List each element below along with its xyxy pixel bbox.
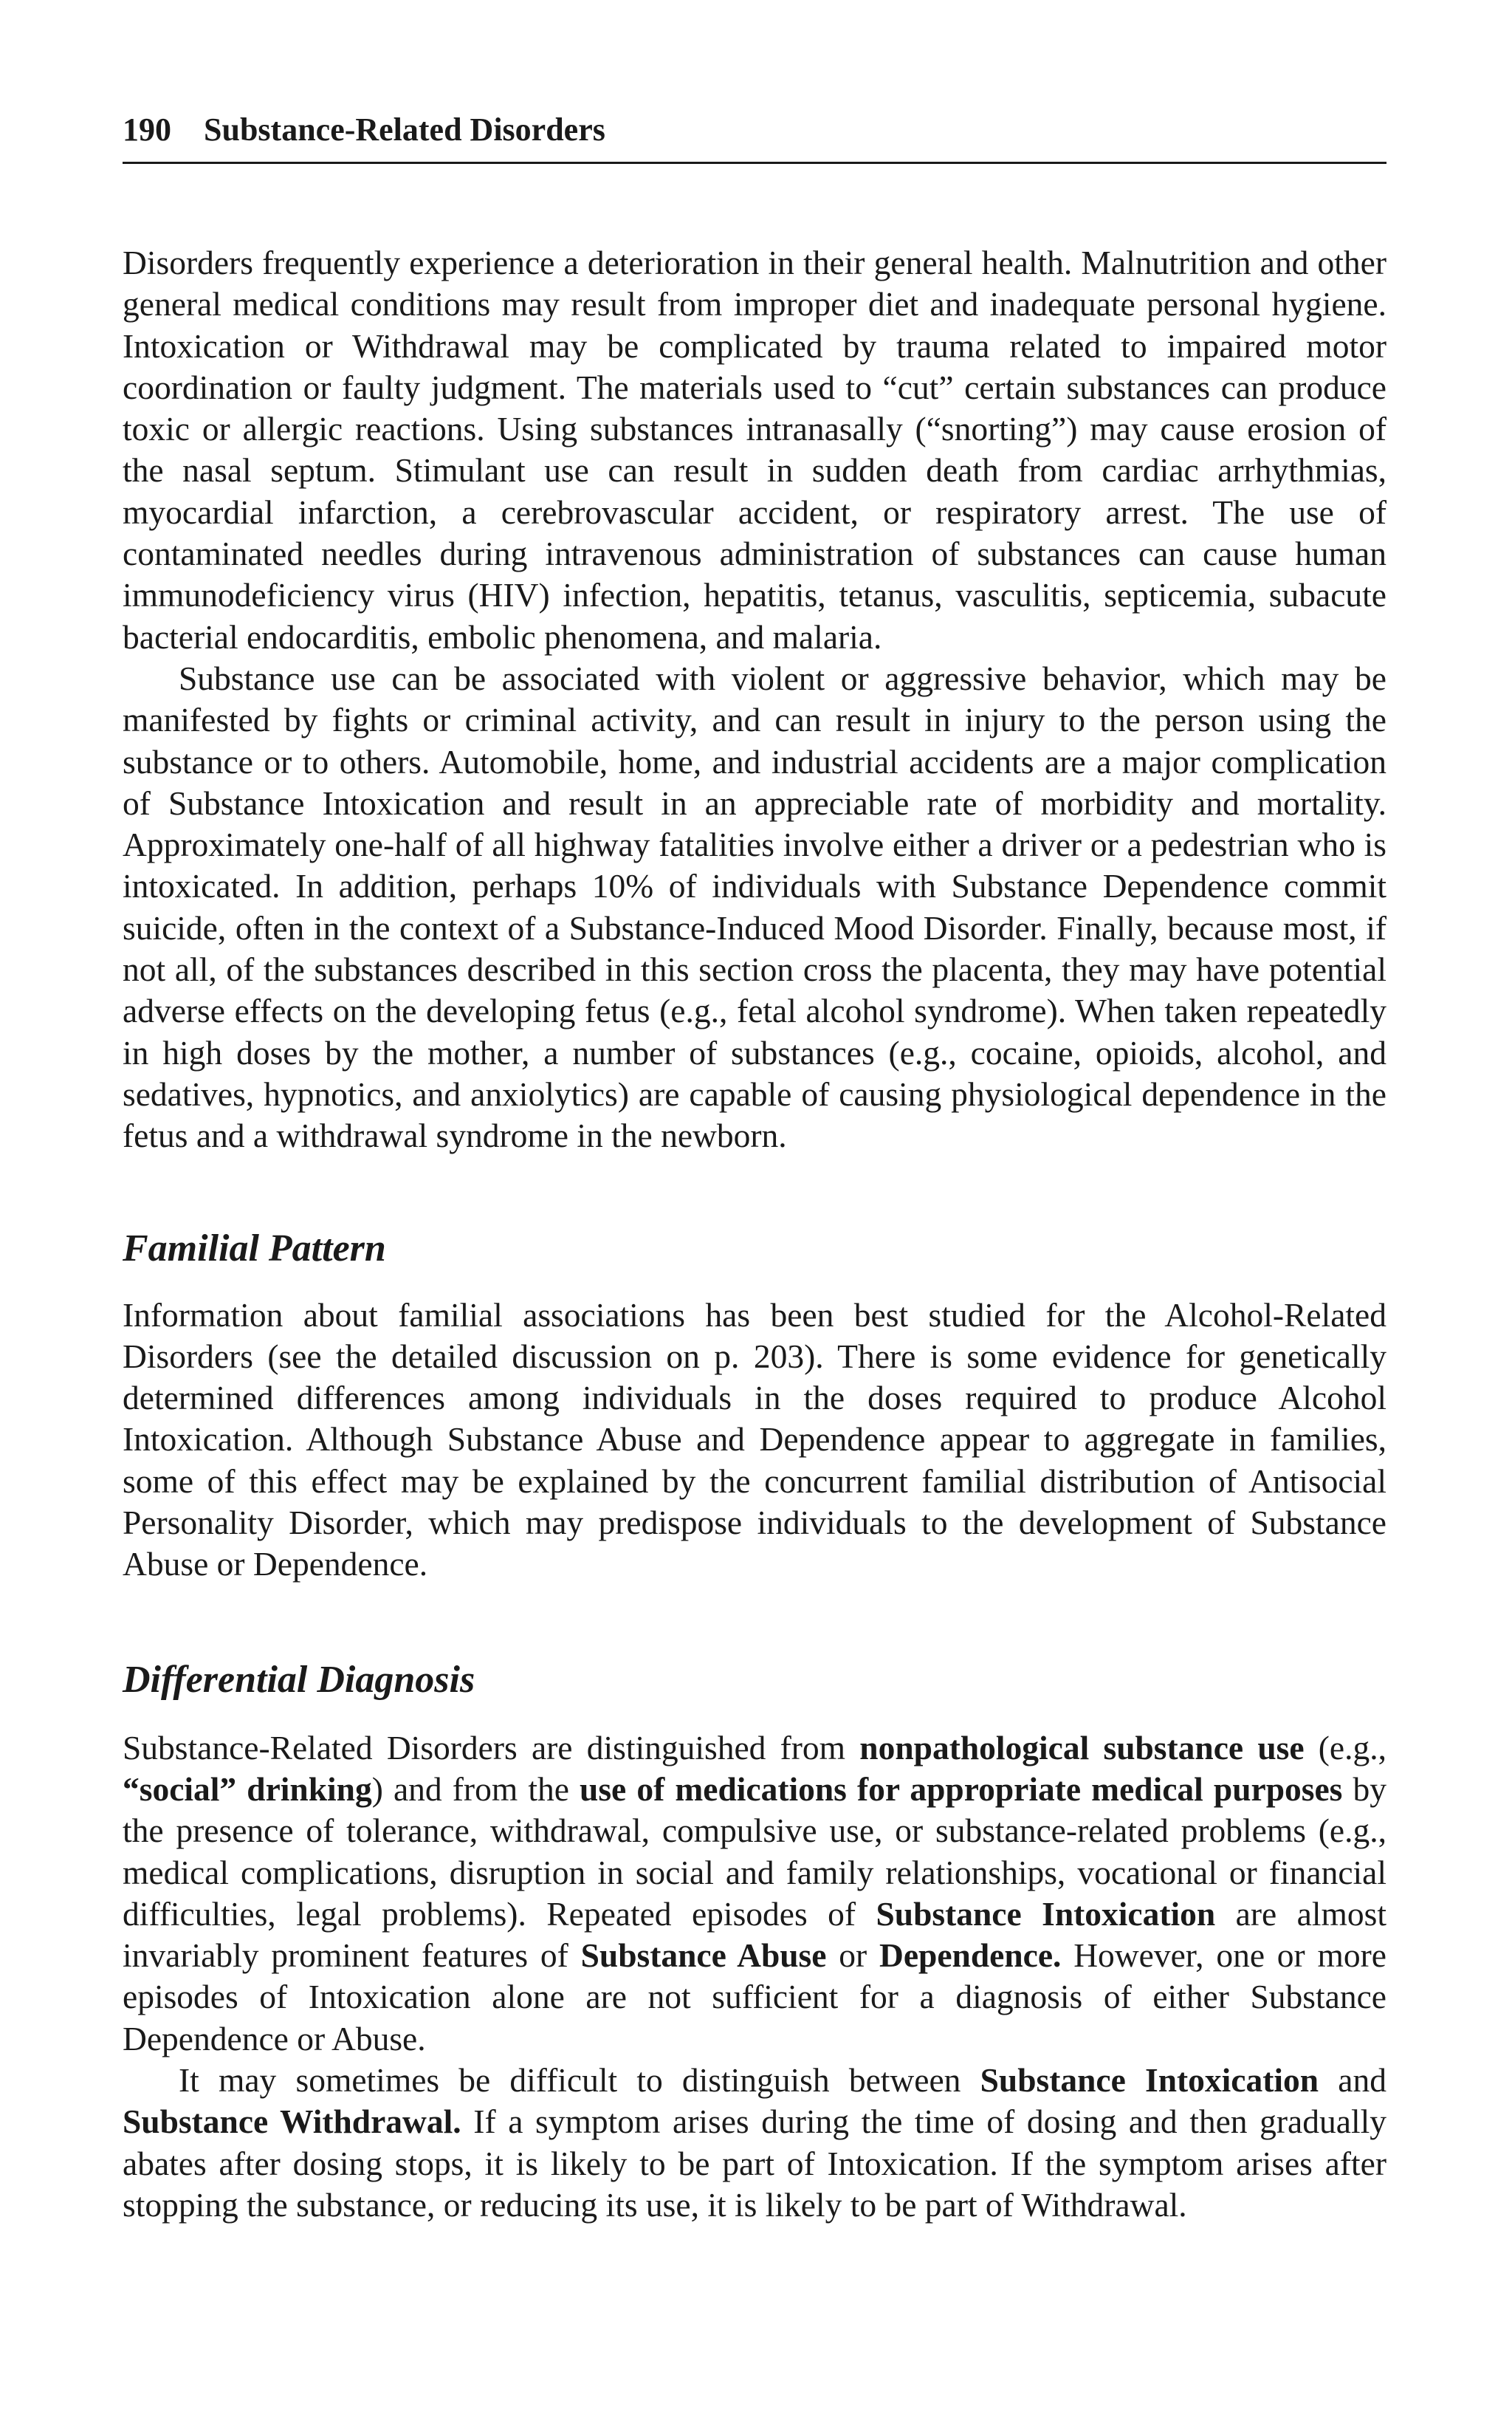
bold-term: Substance Abuse	[580, 1936, 827, 1975]
running-header	[123, 111, 1386, 164]
bold-term: Substance Intoxication	[980, 2060, 1319, 2099]
bold-term: use of medications for appropriate medical purposes	[580, 1769, 1343, 1808]
book-page	[123, 111, 1386, 2226]
bold-term: “social” drinking	[123, 1769, 372, 1808]
page-number: 190	[123, 112, 171, 148]
bold-term: nonpathological substance use	[859, 1728, 1305, 1767]
bold-term: Dependence.	[879, 1936, 1062, 1975]
paragraph: Substance use can be associated with violent or aggressive behavior, which may be manifested by fights or criminal activity, and can result in injury to the person using the substance or to others. Automobile, home, and industrial accidents are a major complication of Substance Intoxication and result in an appreciable rate of morbidity and mortality. Approximately one-half of all highway fatalities involve either a driver or a pedestrian who is intoxicated. In addition, perhaps 10% of individuals with Substance Dependence commit suicide, often in the context of a Substance-Induced Mood Disorder. Finally, because most, if not all, of the substances described in this section cross the placenta, they may have potential adverse effects on the developing fetus (e.g., fetal alcohol syndrome). When taken repeatedly in high doses by the mother, a number of substances (e.g., cocaine, opioids, alcohol, and sedatives, hypnotics, and anxiolytics) are capable of causing physiological dependence in the fetus and a withdrawal syndrome in the newborn.	[123, 659, 1386, 1155]
paragraph: Disorders frequently experience a deterioration in their general health. Malnutrition and other general medical conditions may result from improper diet and inadequate personal hygiene. Intoxication or Withdrawal may be complicated by trauma related to impaired motor coordination or faulty judgment. The materials used to “cut” certain substances can produce toxic or allergic reactions. Using substances intranasally (“snorting”) may cause erosion of the nasal septum. Stimulant use can result in sudden death from cardiac arrhythmias, myocardial infarction, a cerebrovascular accident, or respiratory arrest. The use of contaminated needles during intravenous administration of substances can cause human immunodeficiency virus (HIV) infection, hepatitis, tetanus, vasculitis, septicemia, subacute bacterial endocarditis, embolic phenomena, and malaria.	[123, 244, 1386, 656]
paragraph: Substance-Related Disorders are distinguished from nonpathological substance use (e.g., “social” drinking) and from the use of medications for appropriate medical purposes by the presence of tolerance, withdrawal, compulsive use, or substance-related problems (e.g., medical complications, disruption in social and family relationships, vocational or financial difficulties, legal problems). Repeated episodes of Substance Intoxication are almost invariably prominent features of Substance Abuse or Dependence. However, one or more episodes of Intoxication alone are not sufficient for a diagnosis of either Substance Dependence or Abuse.	[123, 1728, 1386, 2057]
section-heading-differential-diagnosis: Differential Diagnosis	[123, 1658, 475, 1701]
paragraph: Information about familial associations has been best studied for the Alcohol-Related Disorders (see the detailed discussion on p. 203). There is some evidence for genetically determined differences among individuals in the doses required to produce Alcohol Intoxication. Although Substance Abuse and Dependence appear to aggregate in families, some of this effect may be explained by the concurrent familial distribution of Antisocial Personality Disorder, which may predispose individuals to the development of Substance Abuse or Dependence.	[123, 1295, 1386, 1583]
paragraph: It may sometimes be difficult to distinguish between Substance Intoxication and Substance Withdrawal. If a symptom arises during the time of dosing and then gradually abates after dosing stops, it is likely to be part of Intoxication. If the symptom arises after stopping the substance, or reducing its use, it is likely to be part of Withdrawal.	[123, 2060, 1386, 2224]
section-heading-familial-pattern: Familial Pattern	[123, 1227, 386, 1269]
bold-term: Substance Intoxication	[876, 1894, 1216, 1933]
bold-term: Substance Withdrawal.	[123, 2103, 461, 2141]
running-title: Substance-Related Disorders	[204, 112, 605, 148]
body-text	[123, 242, 1386, 2226]
